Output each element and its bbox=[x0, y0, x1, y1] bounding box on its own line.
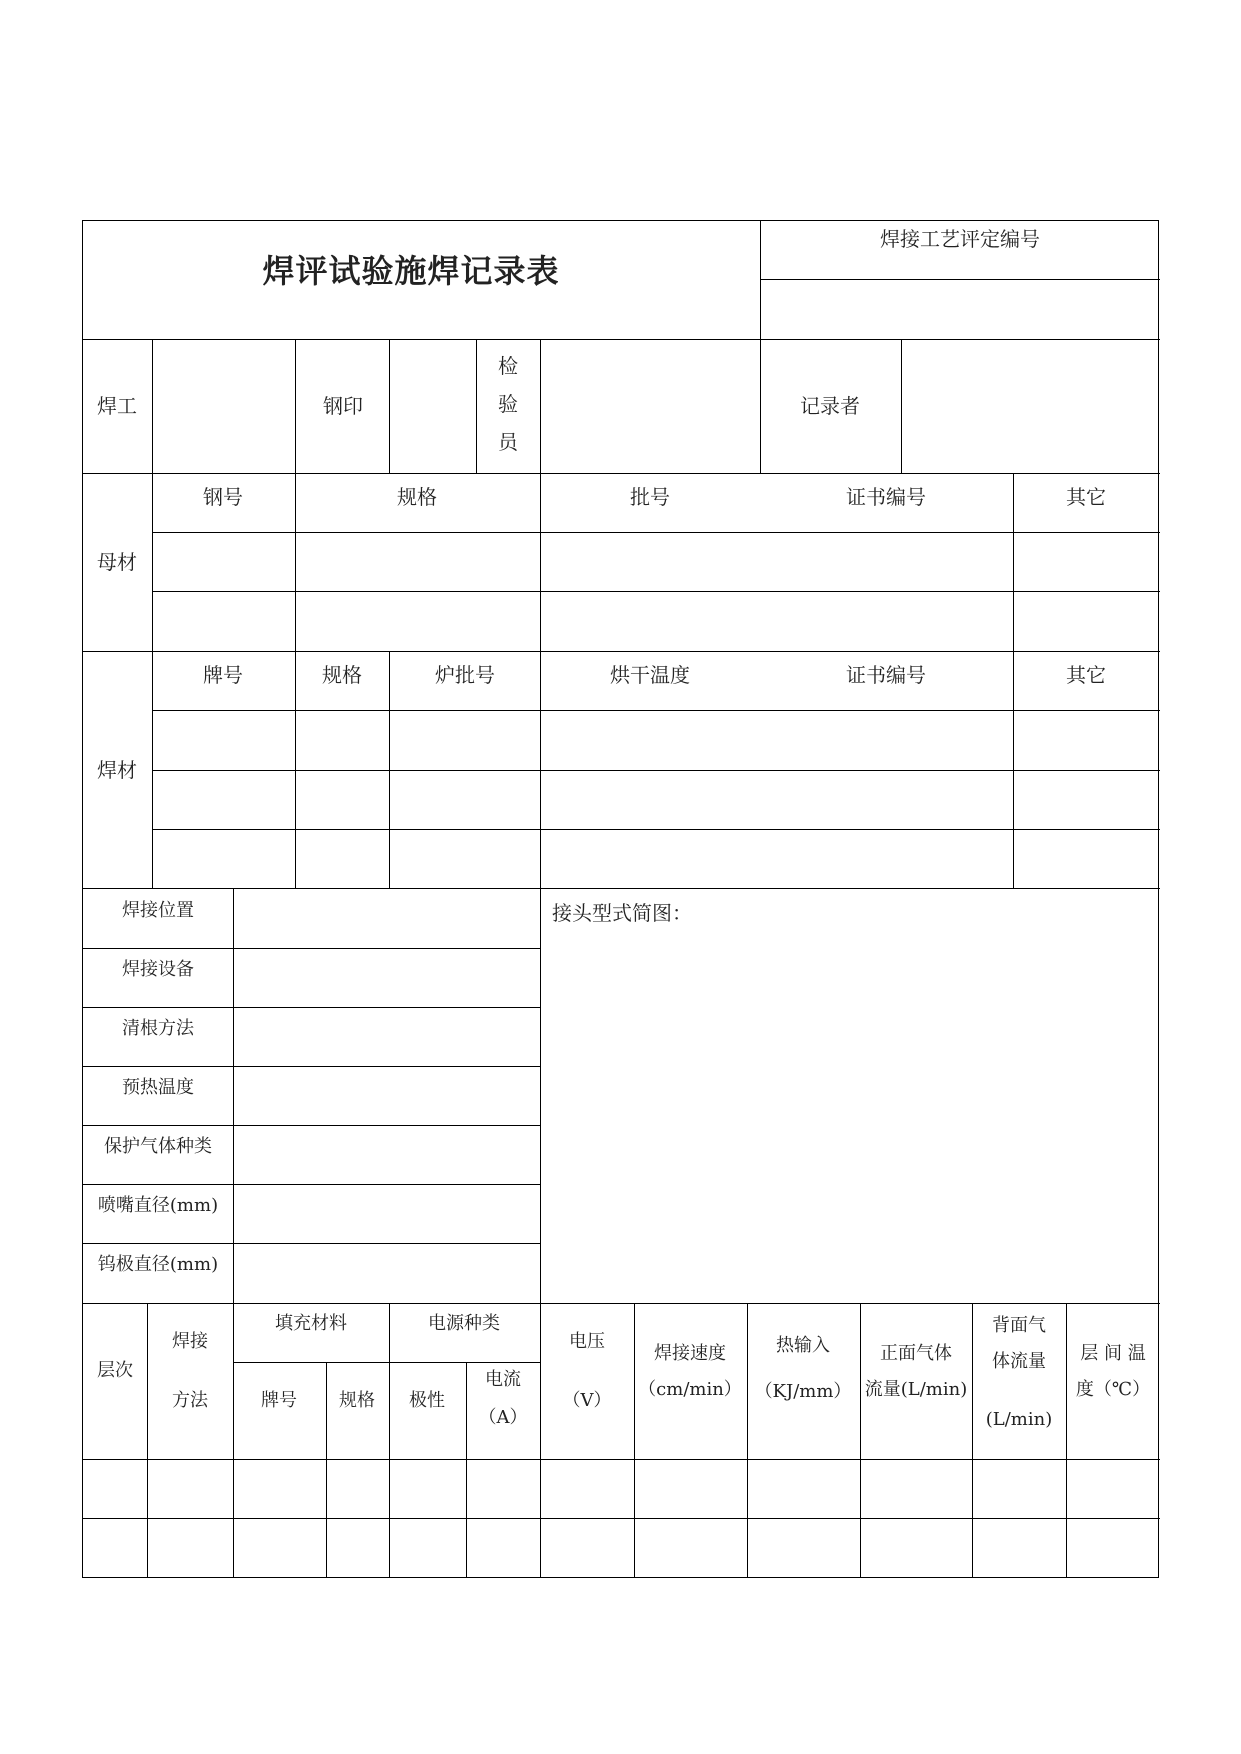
param-nozzle-dia: 喷嘴直径(mm) bbox=[97, 1195, 219, 1216]
power-group-label: 电源种类 bbox=[428, 1313, 500, 1334]
method-label-2: 方法 bbox=[172, 1390, 208, 1411]
filler-col-other: 其它 bbox=[1066, 663, 1106, 687]
base-col-other: 其它 bbox=[1066, 485, 1106, 509]
procedure-no-field[interactable] bbox=[770, 297, 1150, 327]
param-back-gouging: 清根方法 bbox=[122, 1018, 194, 1039]
param-weld-position: 焊接位置 bbox=[122, 900, 194, 921]
welder-label: 焊工 bbox=[97, 394, 137, 418]
front-gas-label-1: 正面气体 bbox=[880, 1343, 952, 1364]
method-label-1: 焊接 bbox=[172, 1331, 208, 1352]
procedure-no-label: 焊接工艺评定编号 bbox=[880, 227, 1040, 251]
param-shield-gas: 保护气体种类 bbox=[104, 1136, 212, 1157]
filler-col-cert: 证书编号 bbox=[846, 663, 926, 687]
polarity-label: 极性 bbox=[409, 1390, 445, 1411]
back-gas-label-1: 背面气 bbox=[992, 1315, 1046, 1336]
interpass-temp-label-1: 层 间 温 bbox=[1080, 1343, 1146, 1364]
base-col-batch: 批号 bbox=[630, 485, 670, 509]
param-weld-equipment: 焊接设备 bbox=[122, 959, 194, 980]
inspector-label-2: 验 bbox=[498, 392, 518, 416]
front-gas-label-2: 流量(L/min) bbox=[864, 1379, 968, 1400]
filler-spec-label: 规格 bbox=[339, 1390, 375, 1411]
filler-col-brand: 牌号 bbox=[203, 663, 243, 687]
base-metal-label: 母材 bbox=[97, 550, 137, 574]
heat-input-label-2: （KJ/mm） bbox=[754, 1381, 852, 1402]
filler-group-label: 填充材料 bbox=[275, 1313, 347, 1334]
recorder-label: 记录者 bbox=[800, 394, 860, 418]
back-gas-label-3: (L/min) bbox=[985, 1409, 1053, 1430]
filler-brand-label: 牌号 bbox=[261, 1390, 297, 1411]
interpass-temp-label-2: 度（℃） bbox=[1075, 1379, 1151, 1400]
speed-label-1: 焊接速度 bbox=[654, 1343, 726, 1364]
current-label-2: （A） bbox=[478, 1407, 528, 1428]
current-label-1: 电流 bbox=[485, 1369, 521, 1390]
filler-label: 焊材 bbox=[97, 758, 137, 782]
inspector-label-3: 员 bbox=[498, 430, 518, 454]
speed-label-2: （cm/min） bbox=[638, 1379, 742, 1400]
param-tungsten-dia: 钨极直径(mm) bbox=[97, 1254, 219, 1275]
stamp-label: 钢印 bbox=[323, 394, 363, 418]
back-gas-label-2: 体流量 bbox=[992, 1351, 1046, 1372]
base-col-cert: 证书编号 bbox=[846, 485, 926, 509]
voltage-label-1: 电压 bbox=[569, 1331, 605, 1352]
heat-input-label-1: 热输入 bbox=[776, 1335, 830, 1356]
base-col-steel-no: 钢号 bbox=[203, 485, 243, 509]
inspector-label-1: 检 bbox=[498, 354, 518, 378]
filler-col-spec: 规格 bbox=[322, 663, 362, 687]
filler-col-heat-batch: 炉批号 bbox=[435, 663, 495, 687]
filler-col-drying-temp: 烘干温度 bbox=[610, 663, 690, 687]
voltage-label-2: （V） bbox=[562, 1390, 612, 1411]
form-title: 焊评试验施焊记录表 bbox=[262, 252, 560, 290]
weld-record-form bbox=[82, 220, 1159, 1578]
layer-label: 层次 bbox=[97, 1360, 133, 1381]
base-col-spec: 规格 bbox=[397, 485, 437, 509]
param-preheat-temp: 预热温度 bbox=[122, 1077, 194, 1098]
joint-sketch-label: 接头型式简图： bbox=[552, 901, 692, 925]
